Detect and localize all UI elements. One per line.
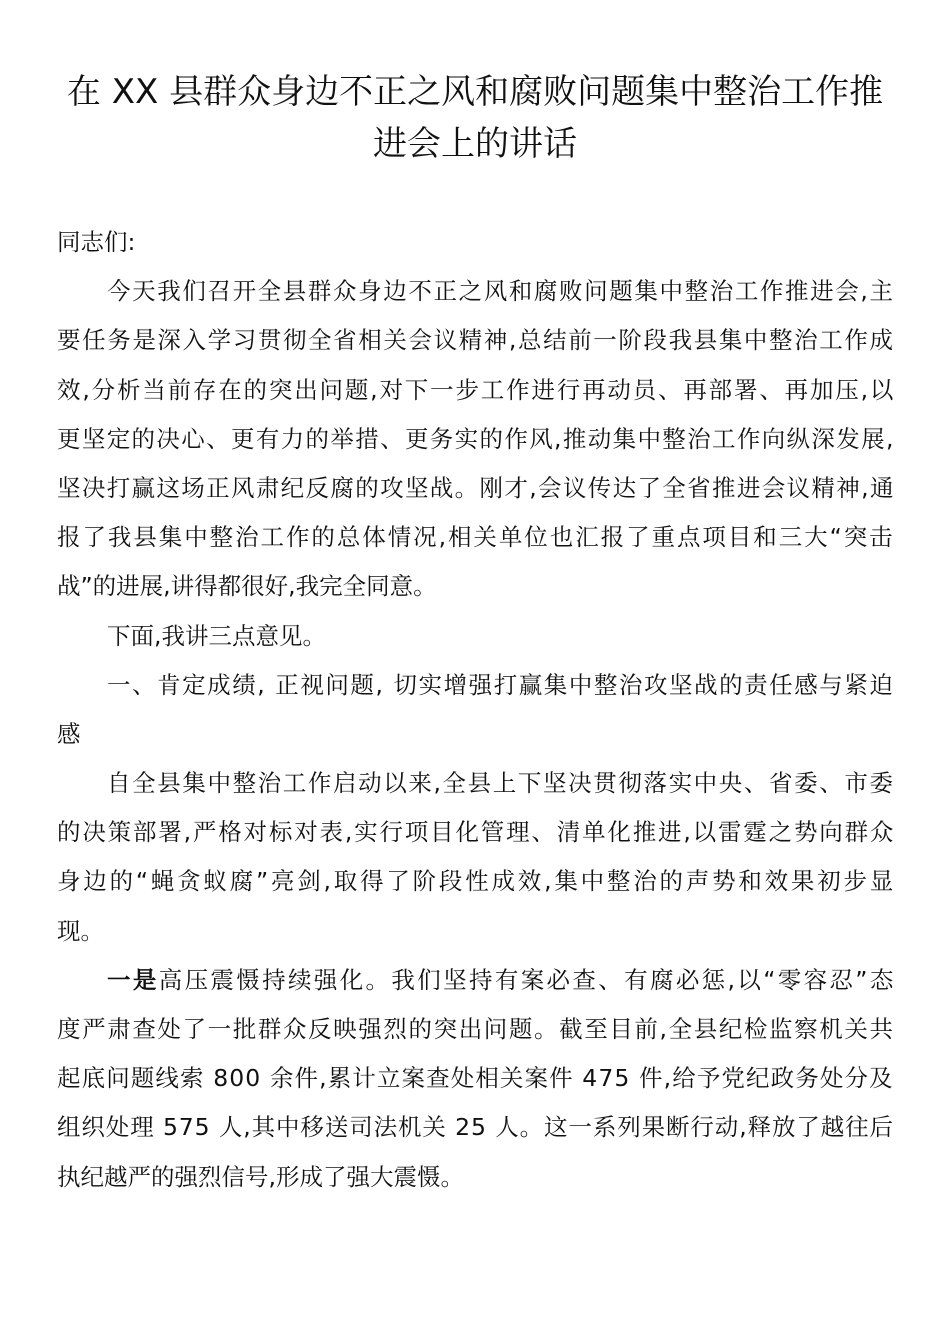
salutation: 同志们: <box>57 228 136 256</box>
paragraph-line: 今天我们召开全县群众身边不正之风和腐败问题集中整治工作推进会,主 <box>107 277 895 306</box>
paragraph-line: 效,分析当前存在的突出问题,对下一步工作进行再动员、再部署、再加压,以 <box>57 375 896 404</box>
title-line-2: 进会上的讲话 <box>373 124 577 164</box>
lead-line-text: 高压震慑持续强化。我们坚持有案必查、有腐必惩,以“零容忍”态 <box>158 965 896 994</box>
section-heading-one <box>57 661 893 759</box>
paragraph-line: 的决策部署,严格对标对表,实行项目化管理、清单化推进,以雷霆之势向群众 <box>57 818 896 847</box>
paragraph-line: 要任务是深入学习贯彻全省相关会议精神,总结前一阶段我县集中整治工作成 <box>57 326 895 355</box>
paragraph-line: 度严肃查处了一批群众反映强烈的突出问题。截至目前,全县纪检监察机关共 <box>57 1015 895 1043</box>
document-body <box>57 218 897 1202</box>
heading-line: 感 <box>57 719 81 748</box>
paragraph-line: 坚决打赢这场正风肃纪反腐的攻坚战。刚才,会议传达了全省推进会议精神,通 <box>57 473 895 502</box>
paragraph-line: 战”的进展,讲得都很好,我完全同意。 <box>57 572 437 601</box>
paragraph-point-one <box>57 956 896 1202</box>
paragraph-three-points <box>57 612 893 661</box>
paragraph-line-with-lead <box>57 956 896 1005</box>
document-title <box>40 66 910 170</box>
title-line-1: 在 XX 县群众身边不正之风和腐败问题集中整治工作推 <box>66 72 884 112</box>
paragraph-line: 起底问题线索 800 余件,累计立案查处相关案件 475 件,给予党纪政务处分及 <box>57 1064 894 1093</box>
paragraph-line: 报了我县集中整治工作的总体情况,相关单位也汇报了重点项目和三大“突击 <box>57 523 895 552</box>
paragraph-line: 自全县集中整治工作启动以来,全县上下坚决贯彻落实中央、省委、市委 <box>107 769 895 798</box>
paragraph-line: 身边的“蝇贪蚁腐”亮剑,取得了阶段性成效,集中整治的声势和效果初步显 <box>57 867 897 896</box>
paragraph-intro <box>57 267 896 611</box>
paragraph-line: 组织处理 575 人,其中移送司法机关 25 人。这一系列果断行动,释放了越往后 <box>57 1113 894 1142</box>
bold-lead: 一是 <box>107 965 159 994</box>
paragraph-line: 更坚定的决心、更有力的举措、更务实的作风,推动集中整治工作向纵深发展, <box>57 424 895 453</box>
heading-line: 一、肯定成绩, 正视问题, 切实增强打赢集中整治攻坚战的责任感与紧迫 <box>107 670 895 699</box>
paragraph-line: 现。 <box>57 916 104 945</box>
paragraph-line: 执纪越严的强烈信号,形成了强大震慑。 <box>57 1162 464 1191</box>
paragraph-line: 下面,我讲三点意见。 <box>107 621 326 650</box>
paragraph-achievements <box>57 759 897 956</box>
